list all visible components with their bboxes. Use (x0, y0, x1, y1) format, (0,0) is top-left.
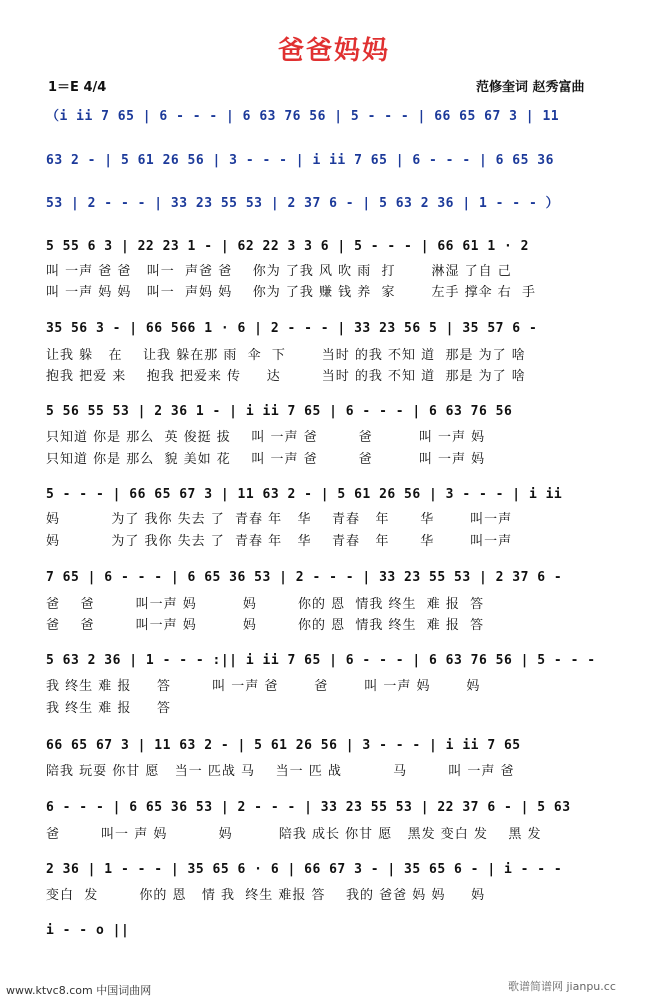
system-1-lyric-2: 叫 一声 妈 妈 叫一 声妈 妈 你为 了我 赚 钱 养 家 左手 撑伞 右 手 (46, 285, 536, 300)
system-1-lyric-1: 叫 一声 爸 爸 叫一 声爸 爸 你为 了我 风 吹 雨 打 淋湿 了自 己 (46, 264, 512, 279)
system-6-lyric-2: 我 终生 难 报 答 (46, 701, 172, 716)
system-6-notes: 5 63 2 36 | 1 - - - :|| i ii 7 65 | 6 - - - | 6 63 76 56 | 5 - - - (46, 653, 596, 668)
system-8-lyric-1: 爸 叫一 声 妈 妈 陪我 成长 你甘 愿 黑发 变白 发 黑 发 (46, 827, 542, 842)
footer-left: www.ktvc8.com 中国词曲网 (6, 984, 152, 997)
system-8-notes: 6 - - - | 6 65 36 53 | 2 - - - | 33 23 55 53 | 22 37 6 - | 5 63 (46, 800, 571, 815)
system-3-lyric-1: 只知道 你是 那么 英 俊挺 拔 叫 一声 爸 爸 叫 一声 妈 (46, 430, 486, 445)
system-10-notes: i - - o || (46, 923, 130, 938)
system-7-notes: 66 65 67 3 | 11 63 2 - | 5 61 26 56 | 3 - - - | i ii 7 65 (46, 738, 521, 753)
intro-line-2: 63 2 - | 5 61 26 56 | 3 - - - | i ii 7 65 | 6 - - - | 6 65 36 (46, 153, 554, 168)
system-2-lyric-1: 让我 躲 在 让我 躲在那 雨 伞 下 当时 的我 不知 道 那是 为了 啥 (46, 348, 526, 363)
system-4-notes: 5 - - - | 66 65 67 3 | 11 63 2 - | 5 61 26 56 | 3 - - - | i ii (46, 487, 563, 502)
system-4-lyric-1: 妈 为了 我你 失去 了 青春 年 华 青春 年 华 叫一声 (46, 512, 513, 527)
system-5-lyric-2: 爸 爸 叫一声 妈 妈 你的 恩 情我 终生 难 报 答 (46, 618, 485, 633)
system-9-notes: 2 36 | 1 - - - | 35 65 6 · 6 | 66 67 3 - | 35 65 6 - | i - - - (46, 862, 563, 877)
system-5-lyric-1: 爸 爸 叫一声 妈 妈 你的 恩 情我 终生 难 报 答 (46, 597, 485, 612)
system-2-lyric-2: 抱我 把爱 来 抱我 把爱来 传 达 当时 的我 不知 道 那是 为了 啥 (46, 369, 526, 384)
system-6-lyric-1: 我 终生 难 报 答 叫 一声 爸 爸 叫 一声 妈 妈 (46, 679, 481, 694)
intro-line-3: 53 | 2 - - - | 33 23 55 53 | 2 37 6 - | 5 63 2 36 | 1 - - - ） (46, 196, 560, 211)
system-3-lyric-2: 只知道 你是 那么 貌 美如 花 叫 一声 爸 爸 叫 一声 妈 (46, 452, 486, 467)
key-signature: 1＝E 4/4 (48, 80, 107, 95)
intro-line-1: （i ii 7 65 | 6 - - - | 6 63 76 56 | 5 - - - | 66 65 67 3 | 11 (46, 109, 560, 124)
system-9-lyric-1: 变白 发 你的 恩 情 我 终生 难报 答 我的 爸爸 妈 妈 妈 (46, 888, 486, 903)
system-3-notes: 5 56 55 53 | 2 36 1 - | i ii 7 65 | 6 - - - | 6 63 76 56 (46, 404, 513, 419)
system-2-notes: 35 56 3 - | 66 566 1 · 6 | 2 - - - | 33 23 56 5 | 35 57 6 - (46, 321, 538, 336)
system-1-notes: 5 55 6 3 | 22 23 1 - | 62 22 3 3 6 | 5 - - - | 66 61 1 · 2 (46, 239, 529, 254)
footer-right: 歌谱简谱网 jianpu.cc (508, 980, 616, 993)
credits: 范修奎词 赵秀富曲 (476, 80, 585, 95)
system-5-notes: 7 65 | 6 - - - | 6 65 36 53 | 2 - - - | 33 23 55 53 | 2 37 6 - (46, 570, 563, 585)
system-7-lyric-1: 陪我 玩耍 你甘 愿 当一 匹战 马 当一 匹 战 马 叫 一声 爸 (46, 764, 515, 779)
system-4-lyric-2: 妈 为了 我你 失去 了 青春 年 华 青春 年 华 叫一声 (46, 534, 513, 549)
page-title: 爸爸妈妈 (277, 36, 390, 66)
